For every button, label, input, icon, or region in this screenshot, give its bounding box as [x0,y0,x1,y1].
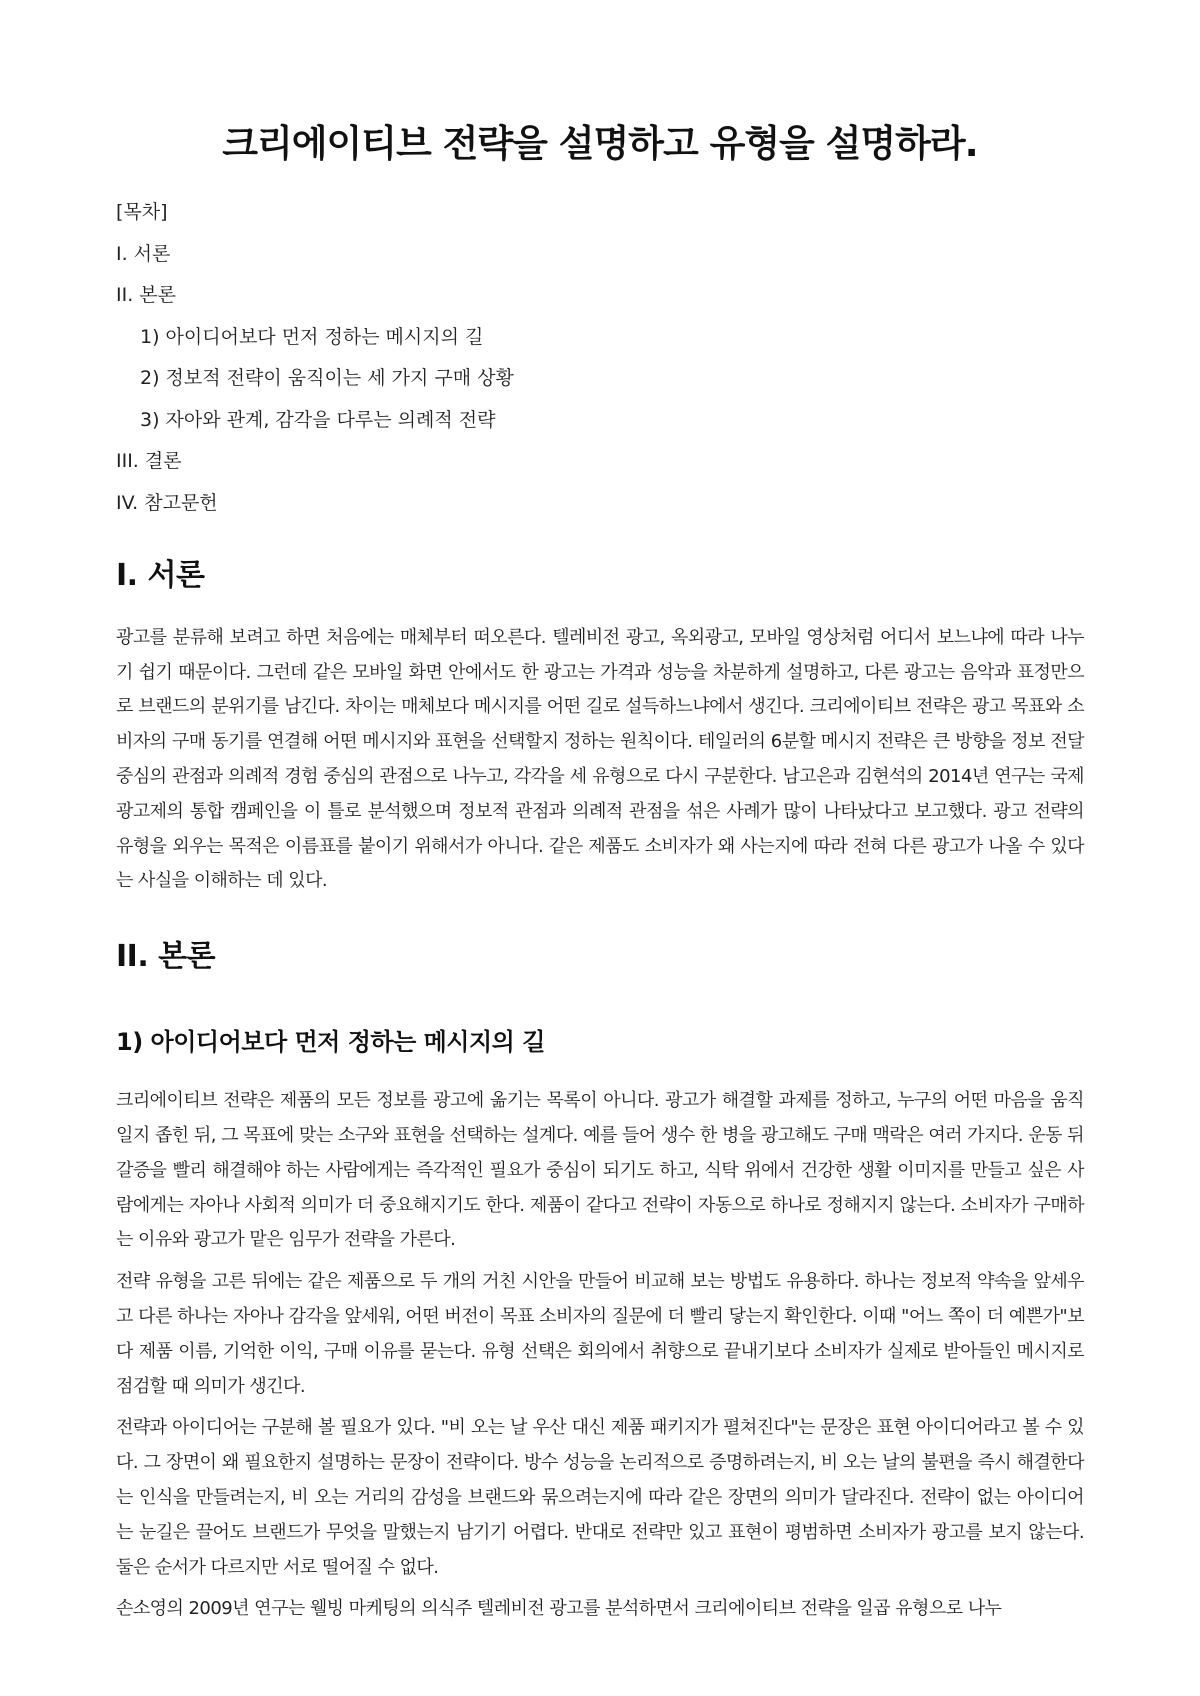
section-heading-body: II. 본론 [116,939,216,975]
section-heading-intro: I. 서론 [116,558,205,593]
body-paragraph: 손소영의 2009년 연구는 웰빙 마케팅의 의식주 텔레비전 광고를 분석하면서 크리에이티브 전략을 일곱 유형으로 나누 [116,1598,1002,1620]
toc-item-references: IV. 참고문헌 [116,491,218,514]
toc-item-conclusion: III. 결론 [116,450,182,472]
intro-paragraph: 광고를 분류해 보려고 하면 처음에는 매체부터 떠오른다. 텔레비전 광고, 옥외광고, 모바일 영상처럼 어디서 보느냐에 따라 나누기 쉽기 때문이다. 그런데 같은 모바일 화면 안에서도 한 광고는 가격과 성능을 차분하게 설명하고, 다른 광고는 음악과 표정만으로 브랜드의 분위기를 남긴다. 차이는 매체보다 메시지를 어떤 길로 설득하느냐에서 생긴다. 크리에이티브 전략은 광고 목표와 소비자의 구매 동기를 연결해 어떤 메시지와 표현을 선택할지 정하는 원칙이다. 테일러의 6분할 메시지 전략은 큰 방향을 정보 전달 중심의 관점과 의례적 경험 중심의 관점으로 나누고, 각각을 세 유형으로 다시 구분한다. 남고은과 김현석의 2014년 연구는 국제광고제의 통합 캠페인을 이 틀로 분석했으며 정보적 관점과 의례적 관점을 섞은 사례가 많이 나타났다고 보고했다. 광고 전략의 유형을 외우는 목적은 이름표를 붙이기 위해서가 아니다. 같은 제품도 소비자가 왜 사는지에 따라 전혀 다른 광고가 나올 수 있다는 사실을 이해하는 데 있다. [116,626,1084,892]
body-paragraph: 전략 유형을 고른 뒤에는 같은 제품으로 두 개의 거친 시안을 만들어 비교해 보는 방법도 유용하다. 하나는 정보적 약속을 앞세우고 다른 하나는 자아나 감각을 앞세워, 어떤 버전이 목표 소비자의 질문에 더 빨리 닿는지 확인한다. 이때 "어느 쪽이 더 예쁜가"보다 제품 이름, 기억한 이익, 구매 이유를 묻는다. 유형 선택은 회의에서 취향으로 끝내기보다 소비자가 실제로 받아들인 메시지로 점검할 때 의미가 생긴다. [116,1271,1084,1397]
table-of-contents [116,192,1084,524]
toc-item-body-1: 1) 아이디어보다 먼저 정하는 메시지의 길 [140,325,484,348]
toc-item-intro: I. 서론 [116,242,171,265]
subsection-heading-1: 1) 아이디어보다 먼저 정하는 메시지의 길 [116,1028,545,1057]
toc-label: [목차] [116,201,168,223]
toc-item-body-3: 3) 자아와 관계, 감각을 다루는 의례적 전략 [140,408,496,431]
document-title: 크리에이티브 전략을 설명하고 유형을 설명하라. [222,122,978,165]
toc-item-body: II. 본론 [116,284,176,306]
body-paragraph: 크리에이티브 전략은 제품의 모든 정보를 광고에 옮기는 목록이 아니다. 광고가 해결할 과제를 정하고, 누구의 어떤 마음을 움직일지 좁힌 뒤, 그 목표에 맞는 소구와 표현을 선택하는 설계다. 예를 들어 생수 한 병을 광고해도 구매 맥락은 여러 가지다. 운동 뒤 갈증을 빨리 해결해야 하는 사람에게는 즉각적인 필요가 중심이 되기도 하고, 식탁 위에서 건강한 생활 이미지를 만들고 싶은 사람에게는 자아나 사회적 의미가 더 중요해지기도 한다. 제품이 같다고 전략이 자동으로 하나로 정해지지 않는다. 소비자가 구매하는 이유와 광고가 맡은 임무가 전략을 가른다. [116,1090,1084,1251]
body-paragraph: 전략과 아이디어는 구분해 볼 필요가 있다. "비 오는 날 우산 대신 제품 패키지가 펼쳐진다"는 문장은 표현 아이디어라고 볼 수 있다. 그 장면이 왜 필요한지 설명하는 문장이 전략이다. 방수 성능을 논리적으로 증명하려는지, 비 오는 날의 불편을 즉시 해결한다는 인식을 만들려는지, 비 오는 거리의 감성을 브랜드와 묶으려는지에 따라 같은 장면의 의미가 달라진다. 전략이 없는 아이디어는 눈길은 끌어도 브랜드가 무엇을 말했는지 남기기 어렵다. 반대로 전략만 있고 표현이 평범하면 소비자가 광고를 보지 않는다. 둘은 순서가 다르지만 서로 떨어질 수 없다. [116,1417,1084,1578]
toc-item-body-2: 2) 정보적 전략이 움직이는 세 가지 구매 상황 [140,367,514,389]
